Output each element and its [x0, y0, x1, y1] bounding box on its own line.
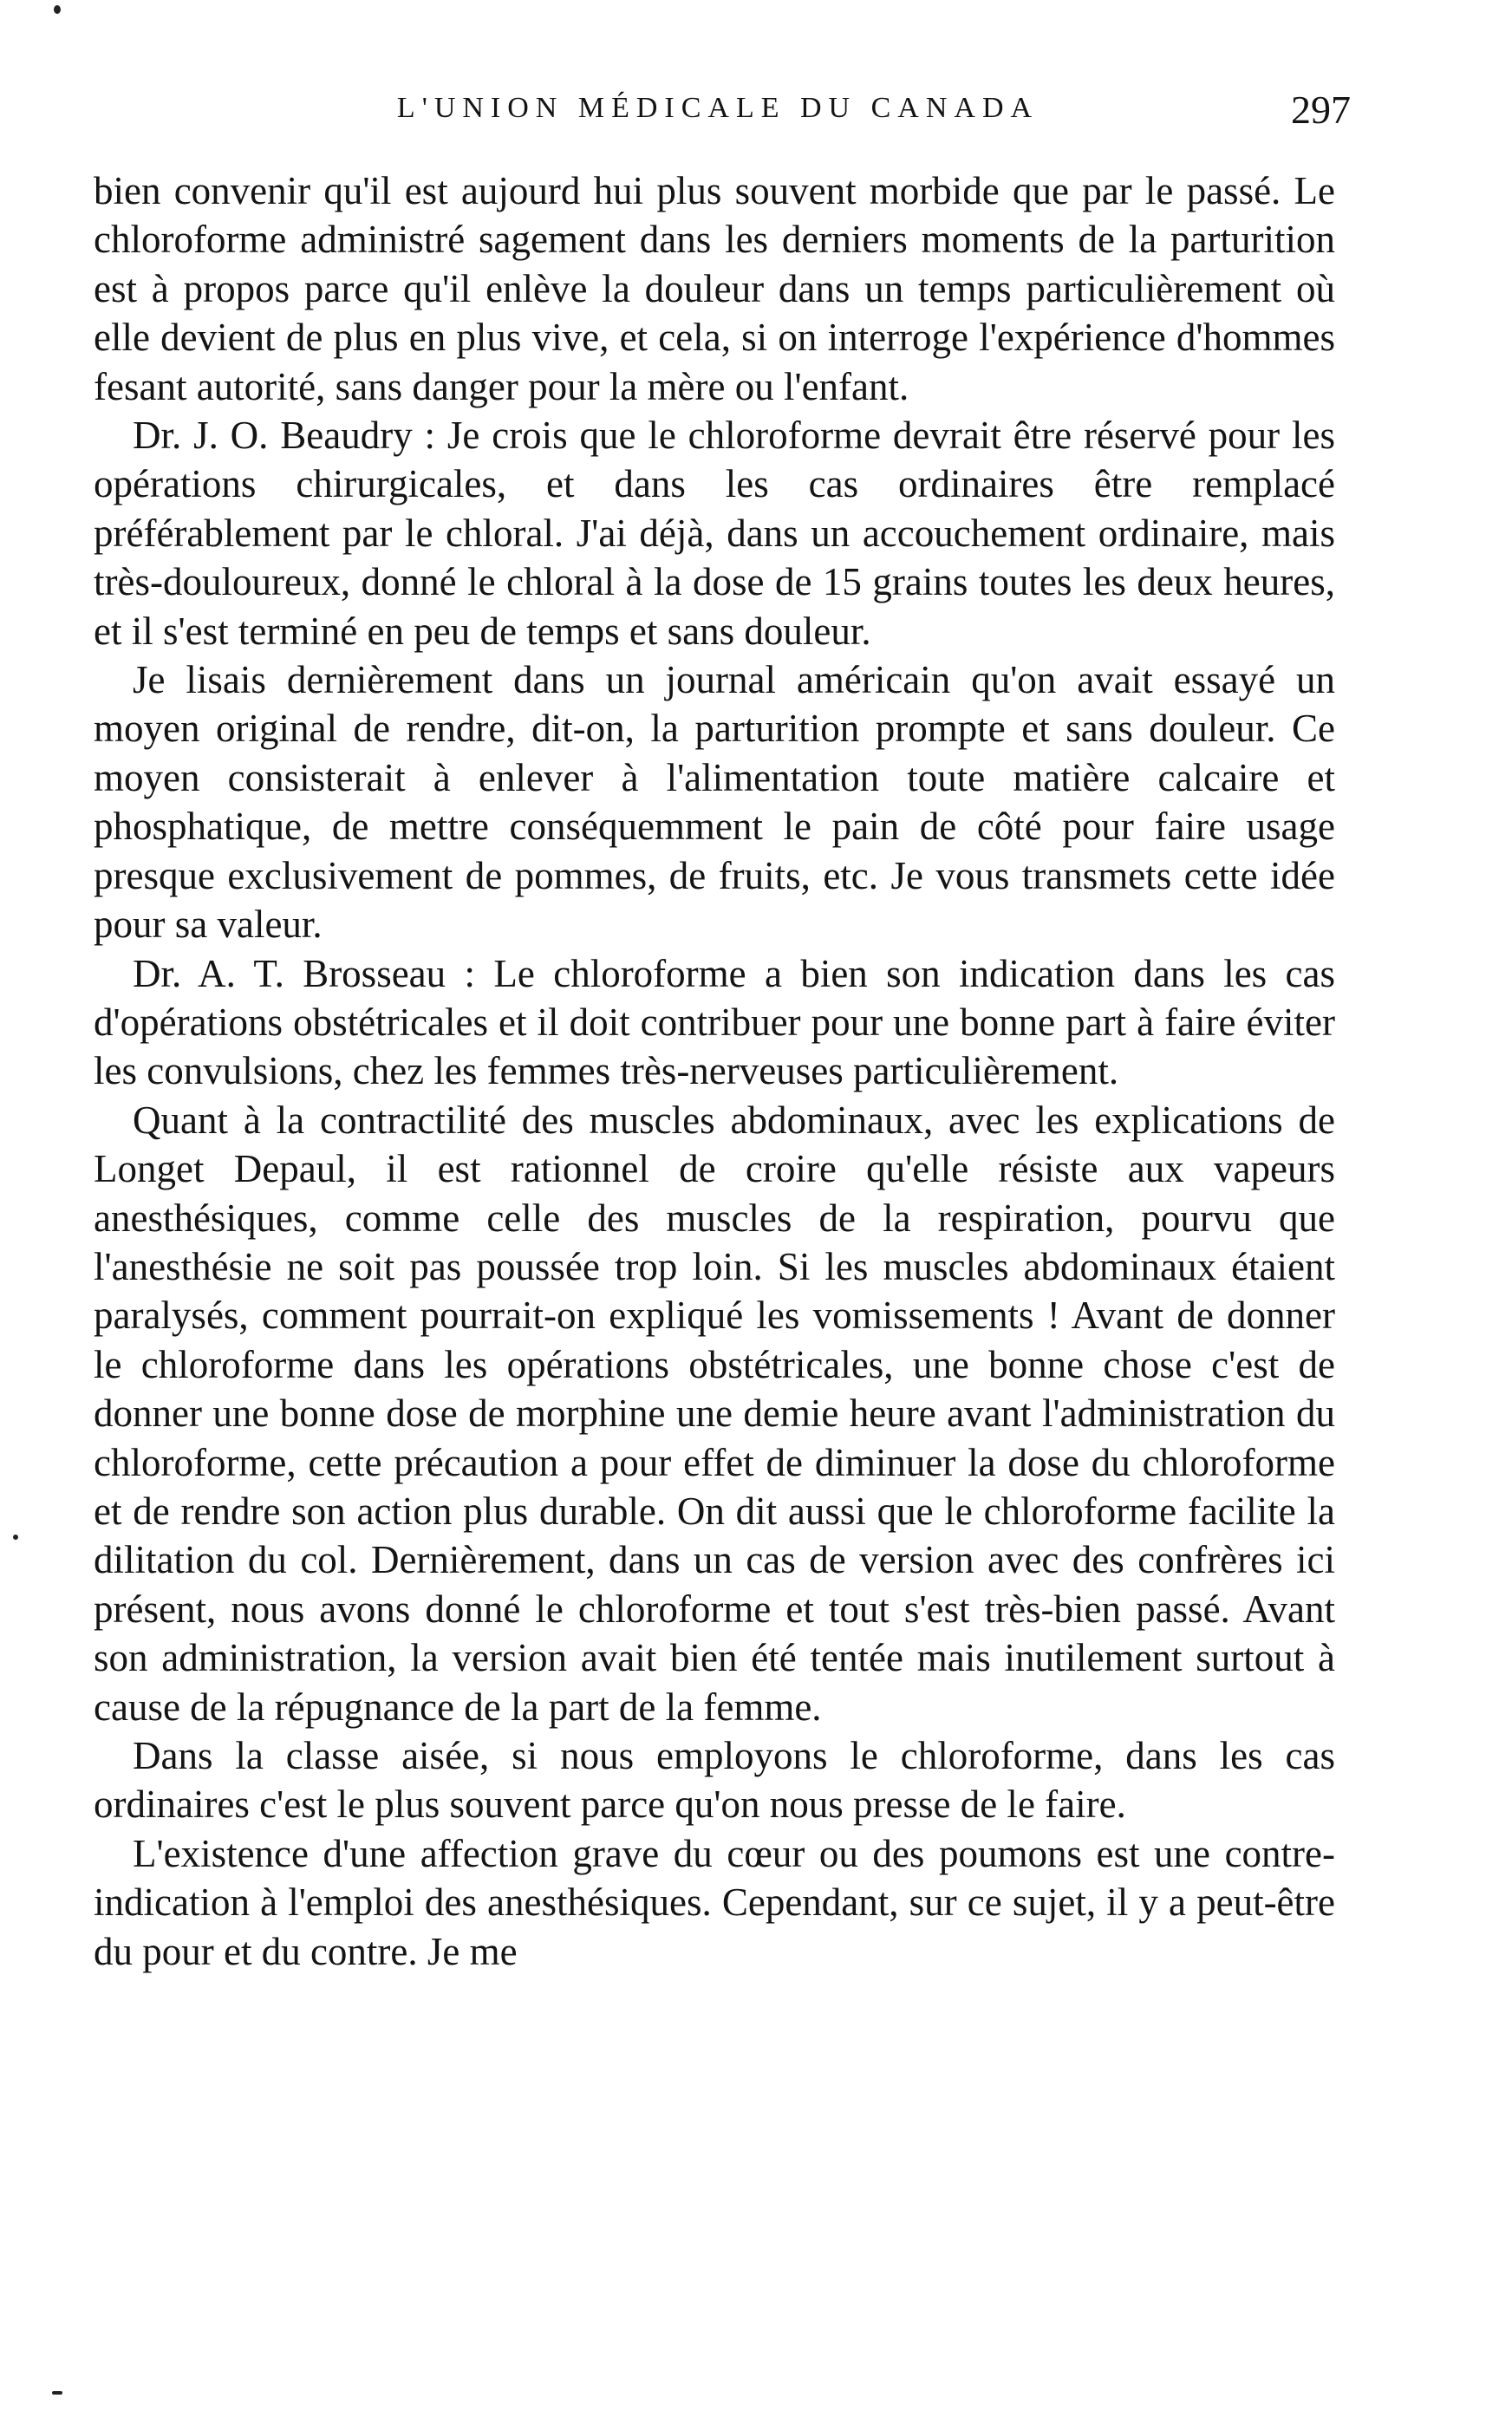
paragraph [94, 411, 1335, 655]
paragraph [94, 655, 1335, 948]
paragraph [94, 166, 1335, 411]
paragraph-text: Je crois que le chloroforme devrait être réservé pour les opérations chirurgicales, et dans les cas ordinaires être remplacé préférablement par le chloral. J'ai déjà, dans un accouchement ordinaire, mais très-douloureux, donné le chloral à la dose de 15 grains toutes les deux heures, et il s'est terminé en peu de temps et sans douleur. [94, 414, 1335, 653]
paragraph [94, 1096, 1335, 1731]
scan-speck [54, 5, 61, 14]
paragraph-text: Dans la classe aisée, si nous employons le chloroforme, dans les cas ordinaires c'est le plus souvent parce qu'on nous presse de le faire. [94, 1734, 1335, 1827]
paragraph-text: L'existence d'une affection grave du cœur ou des poumons est une contre-indication à l'emploi des anesthésiques. Cependant, sur ce sujet, il y a peut-être du pour et du contre. Je me [94, 1831, 1335, 1973]
paragraph-text: Je lisais dernièrement dans un journal américain qu'on avait essayé un moyen original de rendre, dit-on, la parturition prompte et sans douleur. Ce moyen consisterait à enlever à l'alimentation toute matière calcaire et phosphatique, de mettre conséquemment le pain de côté pour faire usage presque exclusivement de pommes, de fruits, etc. Je vous transmets cette idée pour sa valeur. [94, 658, 1335, 947]
page-number: 297 [1291, 88, 1351, 132]
scan-speck [13, 1535, 18, 1540]
paragraph-text: bien convenir qu'il est aujourd hui plus souvent morbide que par le passé. Le chloroforme administré sagement dans les derniers moments de la parturition est à propos parce qu'il enlève la douleur dans un temps particulièrement où elle devient de plus en plus vive, et cela, si on interroge l'expérience d'hommes fesant autorité, sans danger pour la mère ou l'enfant. [94, 169, 1335, 408]
paragraph [94, 1829, 1335, 1976]
paragraph-text: Quant à la contractilité des muscles abdominaux, avec les explications de Longet Depaul, il est rationnel de croire qu'elle résiste aux vapeurs anesthésiques, comme celle des muscles de la respiration, pourvu que l'anesthésie ne soit pas poussée trop loin. Si les muscles abdominaux étaient paralysés, comment pourrait-on expliqué les vomissements ! Avant de donner le chloroforme dans les opérations obstétricales, une bonne chose c'est de donner une bonne dose de morphine une demie heure avant l'administration du chloroforme, cette précaution a pour effet de diminuer la dose du chloroforme et de rendre son action plus durable. On dit aussi que le chloroforme facilite la dilitation du col. Dernièrement, dans un cas de version avec des confrères ici présent, nous avons donné le chloroforme et tout s'est très-bien passé. Avant son administration, la version avait bien été tentée mais inutilement surtout à cause de la répugnance de la part de la femme. [94, 1098, 1335, 1729]
speaker-name: Dr. A. T. Brosseau : [133, 951, 476, 995]
scan-speck [52, 2391, 62, 2395]
running-head: L'UNION MÉDICALE DU CANADA [396, 92, 1040, 124]
body-text [94, 166, 1335, 1976]
page-header [94, 87, 1351, 139]
paragraph [94, 1731, 1335, 1829]
paragraph-text: Le chloroforme a bien son indication dans les cas d'opérations obstétricales et il doit contribuer pour une bonne part à faire éviter les convulsions, chez les femmes très-nerveuses particulièrement. [94, 951, 1336, 1093]
speaker-name: Dr. J. O. Beaudry : [133, 414, 436, 458]
paragraph [94, 949, 1335, 1096]
